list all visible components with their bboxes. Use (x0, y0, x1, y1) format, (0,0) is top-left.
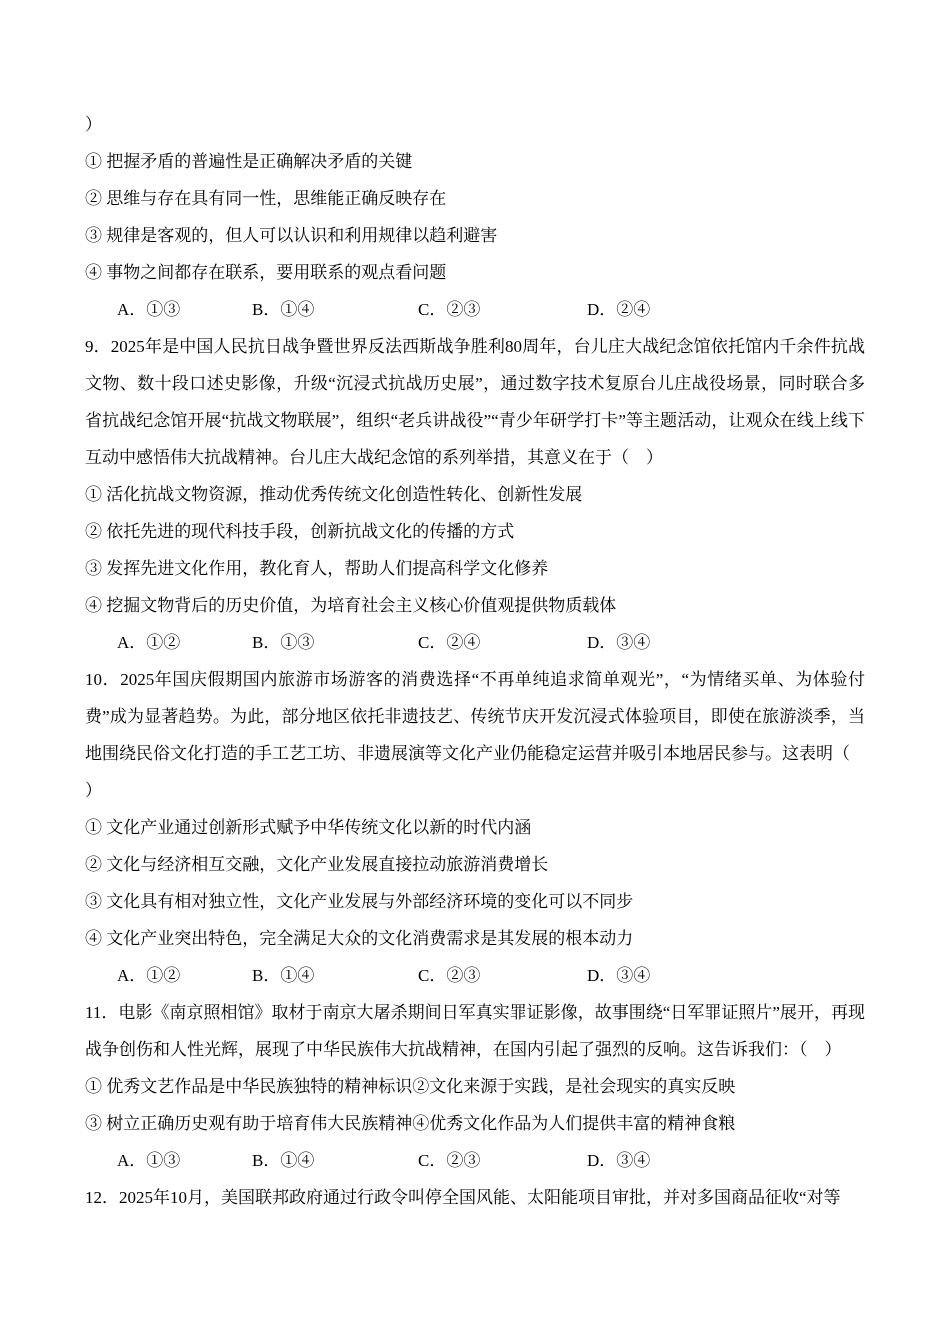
answer-choice-b: B．①③ (252, 633, 315, 652)
option-item-4: ④ 挖掘文物背后的历史价值，为培育社会主义核心价值观提供物质载体 (85, 596, 617, 615)
option-item-1: ① 活化抗战文物资源，推动优秀传统文化创造性转化、创新性发展 (85, 485, 583, 504)
option-item-4: ④ 文化产业突出特色，完全满足大众的文化消费需求是其发展的根本动力 (85, 929, 634, 948)
option-line-2: ③ 树立正确历史观有助于培育伟大民族精神④优秀文化作品为人们提供丰富的精神食粮 (85, 1114, 736, 1133)
option-item-4: ④ 事物之间都存在联系，要用联系的观点看问题 (85, 263, 447, 282)
answer-choice-d: D．③④ (587, 1151, 651, 1170)
question-11-answer-row (85, 1142, 865, 1179)
answer-choice-c: C．②④ (418, 633, 481, 652)
question-11-stem: 11．电影《南京照相馆》取材于南京大屠杀期间日军真实罪证影像，故事围绕“日军罪证照片”展开，再现战争创伤和人性光辉，展现了中华民族伟大抗战精神，在国内引起了强烈的反响。这告诉我们：（ ） (85, 1003, 865, 1059)
option-item-3: ③ 发挥先进文化作用，教化育人，帮助人们提高科学文化修养 (85, 559, 549, 578)
answer-choice-a: A．①③ (117, 300, 181, 319)
answer-choice-c: C．②③ (418, 1151, 481, 1170)
continuation-paren: ） (85, 115, 102, 134)
answer-choice-c: C．②③ (418, 300, 481, 319)
option-line-1: ① 优秀文艺作品是中华民族独特的精神标识②文化来源于实践，是社会现实的真实反映 (85, 1077, 736, 1096)
option-item-3: ③ 文化具有相对独立性，文化产业发展与外部经济环境的变化可以不同步 (85, 892, 634, 911)
question-9-options (85, 476, 865, 624)
question-12-stem: 12．2025年10月，美国联邦政府通过行政令叫停全国风能、太阳能项目审批，并对多国商品征收“对等 (85, 1188, 841, 1207)
answer-choice-c: C．②③ (418, 966, 481, 985)
answer-choice-d: D．③④ (587, 633, 651, 652)
question-9-answer-row (85, 624, 865, 661)
answer-choice-b: B．①④ (252, 1151, 315, 1170)
question-10-options (85, 809, 865, 957)
question-10-stem: 10．2025年国庆假期国内旅游市场游客的消费选择“不再单纯追求简单观光”，“为情绪买单、为体验付费”成为显著趋势。为此，部分地区依托非遗技艺、传统节庆开发沉浸式体验项目，即使在旅游淡季，当地围绕民俗文化打造的手工艺工坊、非遗展演等文化产业仍能稳定运营并吸引本地居民参与。这表明（ (85, 670, 865, 763)
answer-choice-d: D．②④ (587, 300, 651, 319)
option-item-1: ① 把握矛盾的普遍性是正确解决矛盾的关键 (85, 152, 413, 171)
answer-choice-b: B．①④ (252, 300, 315, 319)
answer-choice-a: A．①② (117, 966, 181, 985)
question-8-options (85, 143, 865, 291)
option-item-2: ② 依托先进的现代科技手段，创新抗战文化的传播的方式 (85, 522, 515, 541)
question-10-answer-row (85, 957, 865, 994)
answer-choice-d: D．③④ (587, 966, 651, 985)
question-10-close-paren: ） (85, 781, 102, 800)
answer-choice-b: B．①④ (252, 966, 315, 985)
question-11-options (85, 1068, 865, 1142)
option-item-2: ② 思维与存在具有同一性，思维能正确反映存在 (85, 189, 447, 208)
answer-choice-a: A．①② (117, 633, 181, 652)
answer-choice-a: A．①③ (117, 1151, 181, 1170)
question-8-answer-row (85, 291, 865, 328)
option-item-3: ③ 规律是客观的，但人可以认识和利用规律以趋利避害 (85, 226, 498, 245)
option-item-2: ② 文化与经济相互交融，文化产业发展直接拉动旅游消费增长 (85, 855, 549, 874)
question-9-stem: 9．2025年是中国人民抗日战争暨世界反法西斯战争胜利80周年，台儿庄大战纪念馆依托馆内千余件抗战文物、数十段口述史影像，升级“沉浸式抗战历史展”，通过数字技术复原台儿庄战役场景，同时联合多省抗战纪念馆开展“抗战文物联展”，组织“老兵讲战役”“青少年研学打卡”等主题活动，让观众在线上线下互动中感悟伟大抗战精神。台儿庄大战纪念馆的系列举措，其意义在于（ ） (85, 337, 865, 467)
option-item-1: ① 文化产业通过创新形式赋予中华传统文化以新的时代内涵 (85, 818, 532, 837)
